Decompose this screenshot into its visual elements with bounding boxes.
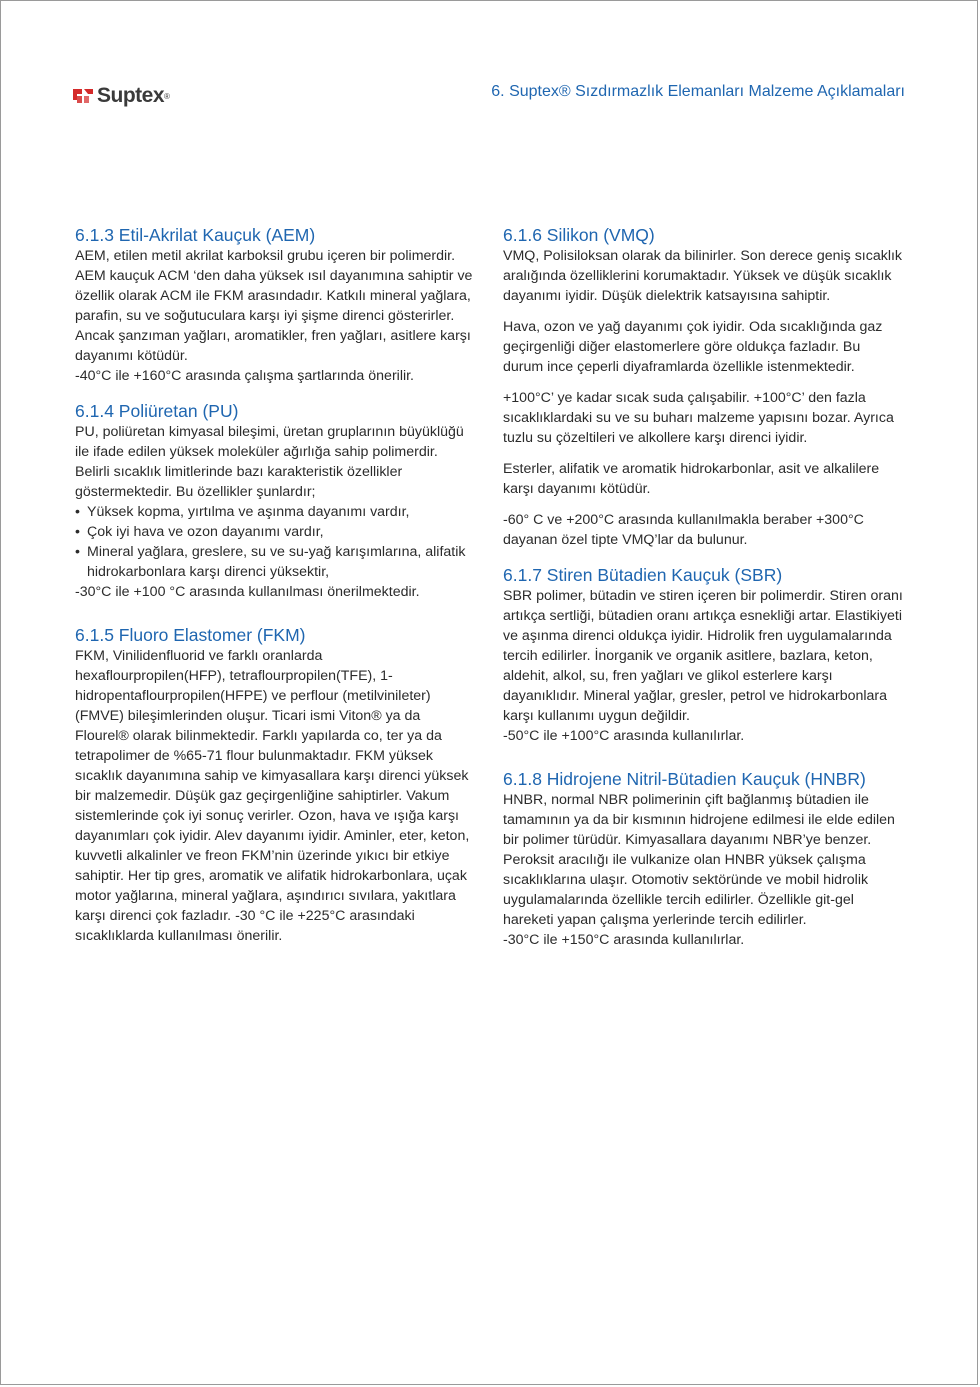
section-paragraph: -60° C ve +200°C arasında kullanılmakla beraber +300°C dayanan özel tipte VMQ’lar da bulunur. xyxy=(503,512,864,548)
section-heading: 6.1.3 Etil-Akrilat Kauçuk (AEM) xyxy=(75,225,316,245)
section-body: PU, poliüretan kimyasal bileşimi, üretan gruplarının büyüklüğü ile ifade edilen yüksek moleküler ağırlığa sahip polimerdir. Belirli sıcaklık limitlerinde bazı karakteristik özellikler göstermektedir. Bu özellikler şunlardır; xyxy=(75,424,464,500)
logo-mark-icon xyxy=(73,87,95,105)
list-item: • Çok iyi hava ve ozon dayanımı vardır, xyxy=(75,522,475,542)
section-aem xyxy=(75,224,475,386)
section-paragraph: Hava, ozon ve yağ dayanımı çok iyidir. Oda sıcaklığında gaz geçirgenliği diğer elastomerlere göre oldukça fazladır. Bu durum ince çeperli diyaframlarda özellikle istenmektedir. xyxy=(503,319,883,375)
section-body: SBR polimer, bütadin ve stiren içeren bir polimerdir. Stiren oranı artıkça sertliği, bütadien oranı artıkça esnekliği artar. Elastikiyeti ve aşınma direnci oldukça iyidir. Hidrolik fren uygulamalarında tercih edilirler. İnorganik ve organik asitlere, bazlara, keton, aldehit, alkol, su, fren yağları ve glikol esterlere karşı dayanıklıdır. Mineral yağlar, gresler, petrol ve hidrokarbonlara karşı kullanımı uygun değildir. xyxy=(503,588,903,724)
feature-list xyxy=(75,502,475,582)
section-heading: 6.1.4 Poliüretan (PU) xyxy=(75,401,239,421)
section-paragraph: Esterler, alifatik ve aromatik hidrokarbonlar, asit ve alkalilere karşı dayanımı kötüdür. xyxy=(503,461,880,497)
list-item: • Mineral yağlara, greslere, su ve su-yağ karışımlarına, alifatik hidrokarbonlara karşı direnci yüksektir, xyxy=(75,542,475,582)
right-column xyxy=(503,224,903,950)
section-body: AEM, etilen metil akrilat karboksil grubu içeren bir polimerdir. AEM kauçuk ACM ‘den daha yüksek ısıl dayanımına sahiptir ve özellik olarak ACM ile FKM arasındadır. Katkılı mineral yağlara, parafin, su ve soğutuculara karşı iyi şişme direnci gösterirler. Ancak şanzıman yağları, aromatikler, fren yağları, asitlere karşı dayanımı kötüdür. xyxy=(75,248,473,364)
section-heading: 6.1.8 Hidrojene Nitril-Bütadien Kauçuk (HNBR) xyxy=(503,769,866,789)
section-paragraph: +100°C’ ye kadar sıcak suda çalışabilir. +100°C’ den fazla sıcaklıklardaki su ve su buharı malzeme yapısını bozar. Ayrıca tuzlu su çözeltileri ve alkollere karşı direnci iyidir. xyxy=(503,390,894,446)
section-temperature: -50°C ile +100°C arasında kullanılırlar. xyxy=(503,728,745,744)
logo-registered-mark: ® xyxy=(164,91,170,101)
section-paragraph: VMQ, Polisiloksan olarak da bilinirler. Son derece geniş sıcaklık aralığında özelliklerini korumaktadır. Yüksek ve düşük sıcaklık dayanımı iyidir. Düşük dielektrik katsayısına sahiptir. xyxy=(503,248,903,304)
section-fkm xyxy=(75,624,475,946)
section-heading: 6.1.6 Silikon (VMQ) xyxy=(503,225,655,245)
suptex-logo xyxy=(73,83,170,109)
section-pu xyxy=(75,400,475,602)
section-hnbr xyxy=(503,768,903,950)
section-temperature: -40°C ile +160°C arasında çalışma şartlarında önerilir. xyxy=(75,368,415,384)
section-vmq xyxy=(503,224,903,550)
section-sbr xyxy=(503,564,903,746)
section-body: FKM, Vinilidenfluorid ve farklı oranlarda hexaflourpropilen(HFP), tetraflourpropilen(TFE), 1-hidropentaflourpropilen(HFPE) ve perflour (metilvinileter) (FMVE) bileşimlerinden oluşur. Ticari ismi Viton® ya da Flourel® olarak bilinmektedir. Farklı yapılarda co, ter ya da tetrapolimer de %65-71 flour bulunmaktadır. FKM yüksek sıcaklık dayanımına sahip ve kimyasallara karşı direnci yüksek bir malzemedir. Düşük gaz geçirgenliğine sahiptirler. Vakum sistemlerinde çok iyi sonuç verirler. Ozon, hava ve ışığa karşı dayanımları çok iyidir. Alev dayanımı iyidir. Aminler, eter, keton, kuvvetli alkalinler ve freon FKM’nin üzerinde yıkıcı bir etkiye sahiptir. Her tip gres, aromatik ve alifatik hidrokarbonlara, uçak motor yağlarına, mineral yağlara, aşındırıcı sıvılara, yakıtlara karşı direnci çok fazladır. -30 °C ile +225°C arasındaki sıcaklıklarda kullanılması önerilir. xyxy=(75,648,470,944)
list-item: • Yüksek kopma, yırtılma ve aşınma dayanımı vardır, xyxy=(75,502,475,522)
section-body: HNBR, normal NBR polimerinin çift bağlanmış bütadien ile tamamının ya da bir kısmının hidrojene edilmesi ile elde edilen bir polimer türüdür. Kimyasallara dayanımı NBR’ye benzer. Peroksit aracılığı ile vulkanize olan HNBR yüksek çalışma sıcaklıklarına ulaşır. Otomotiv sektöründe ve mobil hidrolik uygulamalarında özellikle tercih edilirler. Özellikle git-gel hareketi yapan çalışma yerlerinde tercih edilirler. xyxy=(503,792,895,928)
section-heading: 6.1.5 Fluoro Elastomer (FKM) xyxy=(75,625,306,645)
logo-text: Suptex xyxy=(97,84,165,107)
left-column xyxy=(75,224,475,946)
section-temperature: -30°C ile +150°C arasında kullanılırlar. xyxy=(503,932,745,948)
section-heading: 6.1.7 Stiren Bütadien Kauçuk (SBR) xyxy=(503,565,783,585)
section-temperature: -30°C ile +100 °C arasında kullanılması önerilmektedir. xyxy=(75,584,420,600)
page-title: 6. Suptex® Sızdırmazlık Elemanları Malzeme Açıklamaları xyxy=(491,83,905,100)
